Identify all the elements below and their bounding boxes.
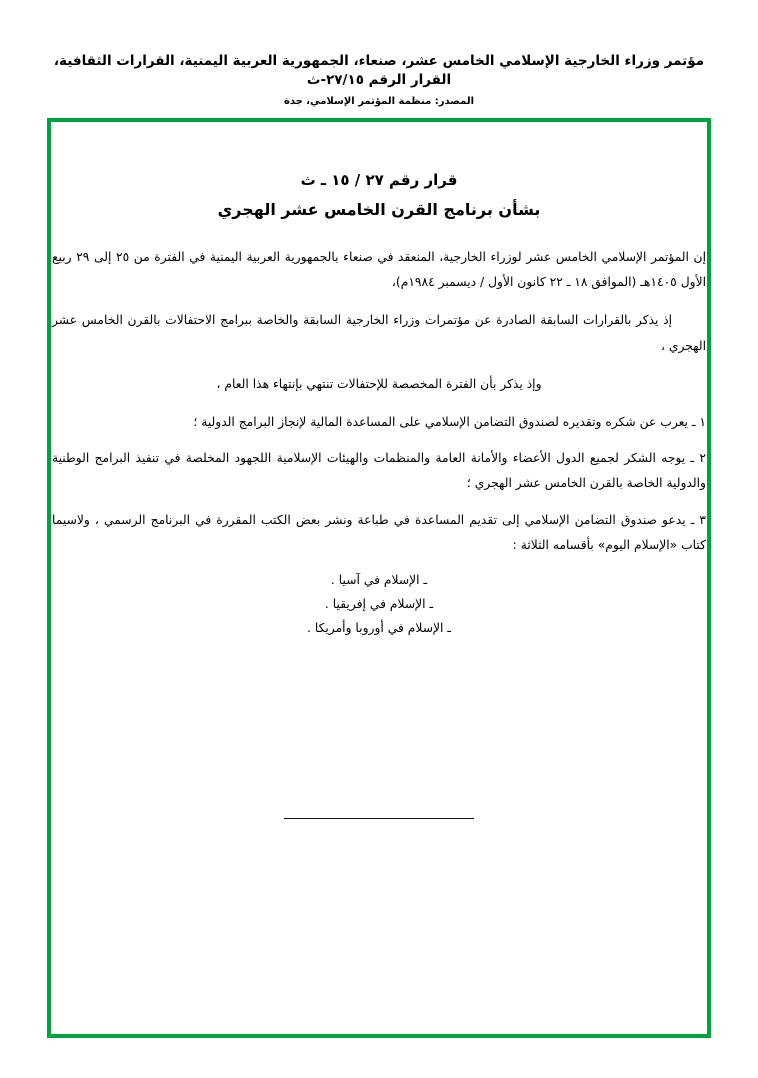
section-divider [284,818,474,819]
sub-item-list [52,569,706,641]
preamble-paragraph-2: إذ يذكر بالقرارات السابقة الصادرة عن مؤتمرات وزراء الخارجية السابقة والخاصة ببرامج الاحتفالات بالقرن الخامس عشر الهجري ، [52,313,706,353]
clause-1: ١ ـ يعرب عن شكره وتقديره لصندوق التضامن الإسلامي على المساعدة المالية لإنجاز البرامج الدولية ؛ [193,415,706,430]
header-title: مؤتمر وزراء الخارجية الإسلامي الخامس عشر، صنعاء، الجمهورية العربية اليمنية، القرارات الثقافية، القرار الرقم ٢٧/١٥-ث [53,53,705,88]
clause-3: ٣ ـ يدعو صندوق التضامن الإسلامي إلى تقديم المساعدة في طباعة ونشر بعض الكتب المقررة في البرنامج الرسمي ، ولاسيما كتاب «الإسلام اليوم» بأقسامه الثلاثة : [52,512,706,552]
clause-2: ٢ ـ يوجه الشكر لجميع الدول الأعضاء والأمانة العامة والمنظمات والهيئات الإسلامية اللجهود المخلصة في تنفيذ البرامج الوطنية والدولية الخاصة بالقرن الخامس عشر الهجري ؛ [52,451,706,491]
decision-number: قرار رقم ٢٧ / ١٥ ـ ث [300,171,458,189]
sub-item-europe-america: ـ الإسلام في أوروبا وأمريكا . [307,620,451,635]
sub-item-asia: ـ الإسلام في آسيا . [330,573,428,588]
decision-subject: بشأن برنامج القرن الخامس عشر الهجري [217,200,541,219]
document-header [0,52,758,107]
decision-heading [0,168,758,223]
header-source: المصدر: منظمة المؤتمر الإسلامي، جدة [283,95,475,107]
sub-item-africa: ـ الإسلام في إفريقيا . [324,597,434,611]
preamble-paragraph-1: إن المؤتمر الإسلامي الخامس عشر لوزراء الخارجية، المنعقد في صنعاء بالجمهورية العربية اليمنية في الفترة من ٢٥ إلى ٢٩ ربيع الأول ١٤٠٥هـ (الموافق ١٨ ـ ٢٢ كانون الأول / ديسمبر ١٩٨٤م)، [52,250,706,290]
preamble-paragraph-3: وإذ يذكر بأن الفترة المخصصة للإحتفالات تنتهي بإنتهاء هذا العام ، [216,376,542,391]
decision-body [52,245,706,641]
